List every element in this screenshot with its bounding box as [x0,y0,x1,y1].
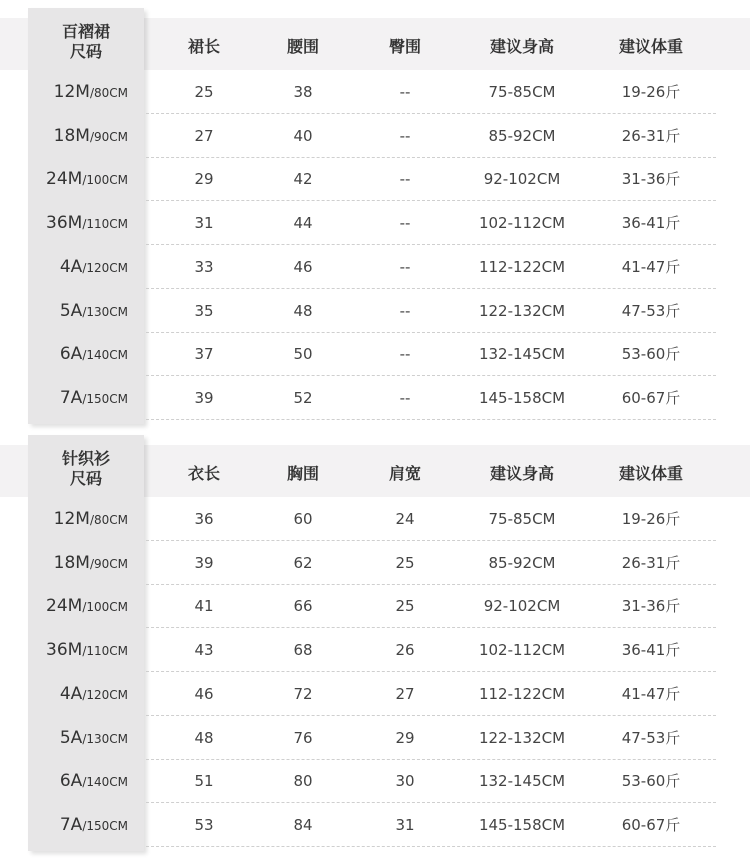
table-cell: 41 [194,597,214,616]
size-label [28,541,128,585]
size-cm: /90CM [89,556,128,571]
table-cell: 66 [293,597,313,616]
col-header: 建议体重 [618,464,683,483]
table-cell: 43 [194,641,214,660]
table-cell: 40 [293,126,313,145]
table-cell: 75-85CM [488,510,556,528]
corner-label: 百褶裙 尺码 [61,22,110,61]
table-cell: 102-112CM [478,641,566,660]
table-cell: 35 [194,301,214,320]
table-cell: -- [399,301,411,320]
size-label [28,157,128,201]
size-label [28,289,128,333]
table-cell: 53 [194,815,214,834]
table-cell: 85-92CM [488,126,556,145]
table-cell: 37 [194,345,214,364]
table-cell: 122-132CM [478,728,566,747]
table-row [0,245,750,289]
col-header: 胸围 [286,464,319,483]
table-row [0,803,750,847]
table-row [0,70,750,114]
table-cell: 19-26斤 [621,510,681,528]
size-code: 7A [59,387,83,408]
size-cm: /100CM [82,173,128,188]
table-cell: 72 [293,684,313,703]
size-cm: /80CM [89,513,128,527]
table-cell: 47-53斤 [621,728,681,747]
table-cell: -- [399,83,411,101]
table-cell: 92-102CM [483,170,561,189]
table-cell: 24 [395,510,415,528]
table-row [0,584,750,628]
size-code: 18M [53,125,90,146]
table-cell: 36 [194,510,214,528]
size-code: 6A [59,344,83,365]
size-cm: /120CM [82,260,128,275]
size-label [28,497,128,541]
table-cell: 39 [194,388,214,407]
table-cell: 76 [293,728,313,747]
table-cell: 39 [194,553,214,572]
size-code: 4A [59,683,83,704]
table-cell: 48 [293,301,313,320]
size-code: 24M [46,169,83,190]
table-cell: 85-92CM [488,553,556,572]
size-code: 24M [46,596,83,617]
table-cell: 122-132CM [478,301,566,320]
table-cell: 53-60斤 [621,345,681,364]
size-code: 36M [46,640,83,661]
table-cell: 26 [395,641,415,660]
size-label [28,70,128,114]
size-label [28,245,128,289]
table-cell: -- [399,214,411,233]
table-cell: 26-31斤 [621,553,681,572]
table-cell: -- [399,345,411,364]
table-row [0,332,750,376]
table-cell: 145-158CM [478,815,566,834]
size-cm: /130CM [82,304,128,319]
size-label [28,672,128,716]
table-row [0,672,750,716]
table-cell: 31 [194,214,214,233]
size-cm: /130CM [82,731,128,746]
table-cell: 19-26斤 [621,83,681,101]
table-cell: 84 [293,815,313,834]
table-row [0,376,750,420]
size-cm: /100CM [82,600,128,615]
size-cm: /110CM [82,217,128,232]
size-cm: /140CM [82,775,128,790]
table-cell: 68 [293,641,313,660]
size-label [28,803,128,847]
table-cell: 41-47斤 [621,684,681,703]
corner-label: 针织衫 尺码 [61,449,110,488]
size-code: 4A [59,256,83,277]
size-label [28,114,128,158]
size-label [28,759,128,803]
table-row [0,628,750,672]
table-cell: -- [399,170,411,189]
table-cell: 31-36斤 [621,170,681,189]
size-code: 12M [53,509,90,529]
table-row [0,157,750,201]
table-cell: -- [399,257,411,276]
table-cell: 26-31斤 [621,126,681,145]
table-cell: 51 [194,772,214,791]
table-cell: 60-67斤 [621,388,681,407]
size-label [28,332,128,376]
table-cell: 27 [395,684,415,703]
table-cell: 25 [395,553,415,572]
table-cell: 62 [293,553,313,572]
table-cell: 50 [293,345,313,364]
table-cell: 42 [293,170,313,189]
table-cell: 75-85CM [488,83,556,101]
table-cell: 92-102CM [483,597,561,616]
table-row [0,716,750,760]
table-cell: 60-67斤 [621,815,681,834]
col-header: 肩宽 [388,464,421,483]
table-cell: 53-60斤 [621,772,681,791]
table-cell: 112-122CM [478,684,566,703]
table-cell: 29 [194,170,214,189]
size-cm: /120CM [82,687,128,702]
table-cell: 29 [395,728,415,747]
table-cell: 36-41斤 [621,641,681,660]
table-cell: 25 [395,597,415,616]
table-cell: 25 [194,83,214,101]
table-row [0,114,750,158]
col-header: 建议身高 [489,37,554,56]
table-cell: 33 [194,257,214,276]
table-cell: 132-145CM [478,772,566,791]
size-code: 6A [59,771,83,792]
col-header: 建议体重 [618,37,683,56]
row-divider [146,846,716,847]
table-cell: 38 [293,83,313,101]
table-cell: 102-112CM [478,214,566,233]
row-divider [146,419,716,420]
size-code: 18M [53,552,90,573]
table-cell: 36-41斤 [621,214,681,233]
table-cell: 52 [293,388,313,407]
size-cm: /140CM [82,348,128,363]
size-cm: /150CM [82,391,128,406]
table-cell: 30 [395,772,415,791]
table-cell: -- [399,388,411,407]
table-cell: 112-122CM [478,257,566,276]
size-cm: /80CM [89,86,128,100]
table-cell: -- [399,126,411,145]
table-row [0,289,750,333]
table-row [0,759,750,803]
table-cell: 60 [293,510,313,528]
table-cell: 31 [395,815,415,834]
table-row [0,541,750,585]
table-cell: 47-53斤 [621,301,681,320]
table-cell: 46 [293,257,313,276]
table-cell: 80 [293,772,313,791]
size-label [28,584,128,628]
table-cell: 48 [194,728,214,747]
col-header: 衣长 [187,464,220,483]
size-code: 7A [59,814,83,835]
size-label [28,628,128,672]
size-cm: /90CM [89,129,128,144]
size-code: 5A [59,727,83,748]
table-cell: 145-158CM [478,388,566,407]
col-header: 裙长 [187,37,220,56]
table-cell: 27 [194,126,214,145]
table-cell: 31-36斤 [621,597,681,616]
size-cm: /150CM [82,818,128,833]
table-cell: 132-145CM [478,345,566,364]
size-code: 12M [53,82,90,102]
col-header: 建议身高 [489,464,554,483]
size-code: 36M [46,213,83,234]
table-row [0,497,750,541]
size-label [28,716,128,760]
table-cell: 44 [293,214,313,233]
size-cm: /110CM [82,644,128,659]
size-code: 5A [59,300,83,321]
col-header: 腰围 [286,37,319,56]
table-row [0,201,750,245]
col-header: 臀围 [388,37,421,56]
table-cell: 46 [194,684,214,703]
table-cell: 41-47斤 [621,257,681,276]
size-label [28,376,128,420]
size-label [28,201,128,245]
